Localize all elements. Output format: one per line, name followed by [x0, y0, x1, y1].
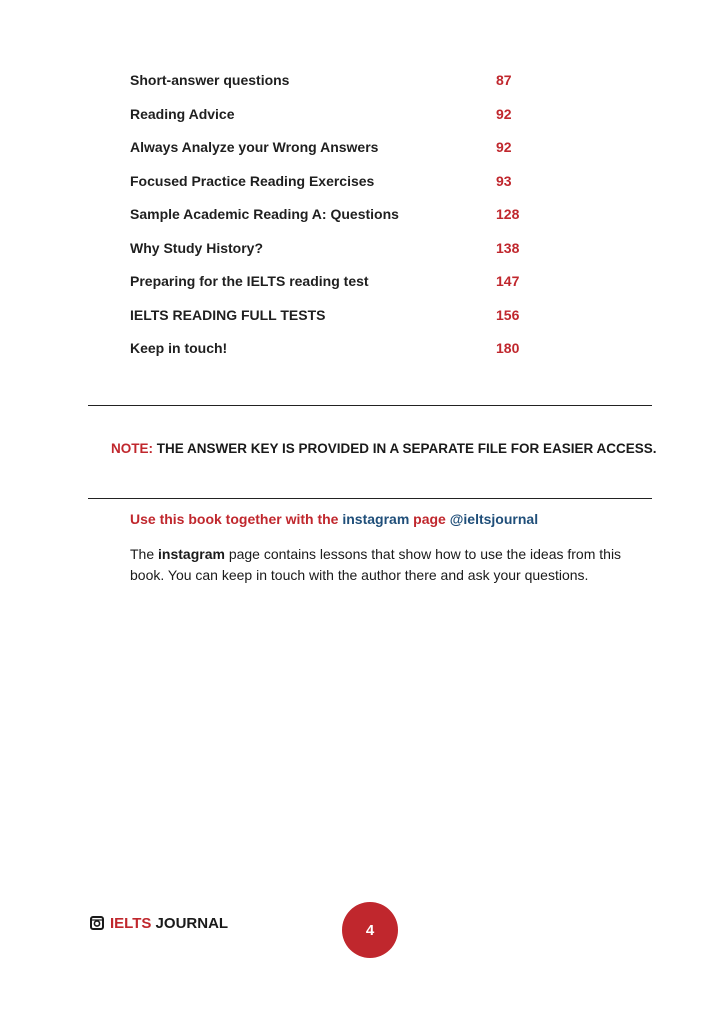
top-divider: [88, 405, 652, 406]
toc-entry-title: Always Analyze your Wrong Answers: [130, 139, 379, 155]
answer-key-note: [111, 441, 671, 456]
instagram-promo-body: [130, 544, 650, 586]
toc-entry[interactable]: [130, 336, 550, 360]
toc-entry-title: Keep in touch!: [130, 340, 228, 356]
footer-brand: [90, 912, 228, 934]
toc-entry[interactable]: [130, 269, 550, 293]
toc-entry-title: Sample Academic Reading A: Questions: [130, 206, 399, 222]
note-label: NOTE:: [111, 441, 153, 456]
toc-entry-page: 92: [496, 139, 512, 155]
promo-body-lead: The: [130, 546, 159, 562]
toc-entry-page: 93: [496, 173, 512, 189]
toc-entry[interactable]: [130, 202, 550, 226]
brand-name-journal: JOURNAL: [151, 914, 229, 932]
note-text: THE ANSWER KEY IS PROVIDED IN A SEPARATE FILE FOR EASIER ACCESS.: [153, 441, 657, 456]
toc-entry[interactable]: [130, 236, 550, 260]
toc-entry[interactable]: [130, 102, 550, 126]
instagram-link[interactable]: instagram: [342, 511, 410, 527]
toc-entry-page: 128: [496, 206, 520, 222]
toc-entry-page: 92: [496, 106, 512, 122]
toc-entry-page: 138: [496, 240, 520, 256]
toc-entry-title: Focused Practice Reading Exercises: [130, 173, 375, 189]
instagram-handle-link[interactable]: @ieltsjournal: [449, 511, 539, 527]
toc-entry[interactable]: [130, 68, 550, 92]
toc-entry-page: 180: [496, 340, 520, 356]
promo-heading-page-text: page: [409, 511, 450, 527]
promo-body-rest: page contains lessons that show how to use the ideas from this book. You can keep in touch with the author there and ask your questions.: [130, 546, 622, 583]
toc-entry-title: IELTS READING FULL TESTS: [130, 307, 326, 323]
brand-name-ielts: IELTS: [110, 914, 152, 932]
toc-entry-title: Why Study History?: [130, 240, 264, 256]
toc-entry[interactable]: [130, 169, 550, 193]
page-number-badge: [342, 902, 398, 958]
toc-entry-title: Reading Advice: [130, 106, 235, 122]
bottom-divider: [88, 498, 652, 499]
toc-entry-page: 156: [496, 307, 520, 323]
instagram-icon: [90, 916, 104, 930]
toc-entry-title: Preparing for the IELTS reading test: [130, 273, 369, 289]
promo-heading-text: Use this book together with the: [130, 511, 343, 527]
page-number: 4: [365, 921, 375, 939]
toc-entry-page: 87: [496, 72, 512, 88]
toc-entry[interactable]: [130, 303, 550, 327]
toc-entry-page: 147: [496, 273, 520, 289]
toc-entry-title: Short-answer questions: [130, 72, 290, 88]
instagram-promo-heading: [130, 511, 538, 527]
promo-body-bold: instagram: [158, 546, 225, 562]
toc-entry[interactable]: [130, 135, 550, 159]
